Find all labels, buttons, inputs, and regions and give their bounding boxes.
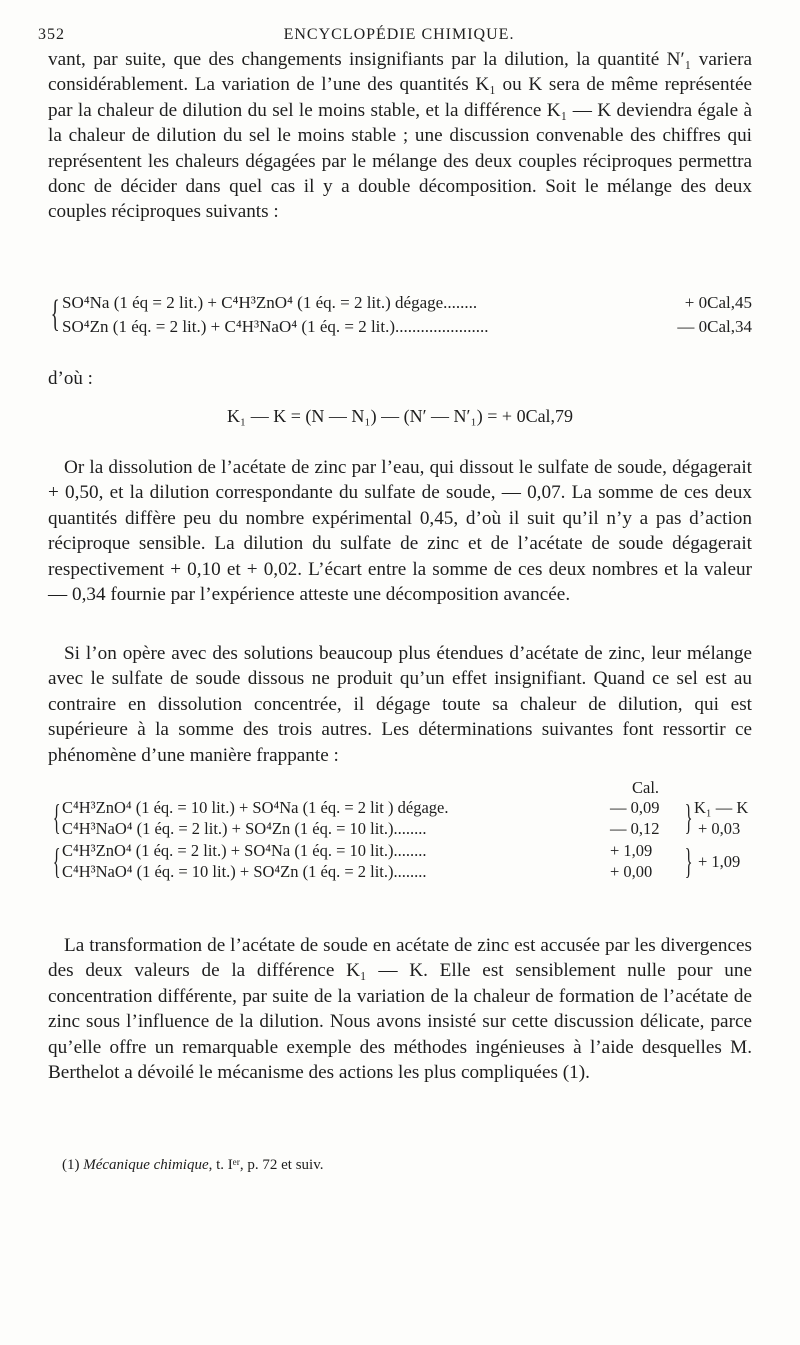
footnote-title: Mécanique chimique [83, 1157, 209, 1173]
row-text: C⁴H³ZnO⁴ (1 éq. = 10 lit.) + SO⁴Na (1 éq. = 2 lit ) dégage. [62, 798, 449, 817]
equation-line-2 [62, 317, 752, 339]
left-brace: { [52, 841, 61, 881]
row-text: C⁴H³ZnO⁴ (1 éq. = 2 lit.) + SO⁴Na (1 éq. = 10 lit.)........ [62, 841, 427, 860]
paragraph-1: vant, par suite, que des changements insignifiants par la dilution, la quantité N′₁ variera considérablement. La variation de l’une des quantités K₁ ou K sera de même représentée par la chaleur de dilution du sel le moins stable, et la différence K₁ — K deviendra égale à la chaleur de dilution du sel le moins stable ; une discussion convenable des chiffres qui représentent les chaleurs dégagées par le mélange des deux couples réciproques permettra donc de décider dans quel cas il y a double décomposition. Soit le mélange des deux couples réciproques suivants : [48, 49, 752, 223]
row-value: + 0,00 [610, 862, 653, 881]
row-value: — 0,12 [610, 819, 660, 838]
paragraph-2: Or la dissolution de l’acétate de zinc par l’eau, qui dissout le sulfate de soude, dégagerait + 0,50, et la dilution correspondante du sulfate de soude, — 0,07. La somme de ces deux quantités diffère peu du nombre expérimental 0,45, d’où il suit qu’il n’y a pas d’action réciproque sensible. La dilution du sulfate de zinc et de l’acétate de soude dégagerait respectivement + 0,10 et + 0,02. L’écart entre la somme de ces deux nombres et la valeur — 0,34 fournie par l’expérience atteste une décomposition avancée. [48, 457, 752, 606]
running-title: ENCYCLOPÉDIE CHIMIQUE. [283, 26, 515, 43]
equation-text: SO⁴Zn (1 éq. = 2 lit.) + C⁴H³NaO⁴ (1 éq. = 2 lit.)...................... [62, 317, 489, 336]
footnote-mark: (1) [62, 1157, 80, 1173]
difference-value: + 0,03 [698, 819, 741, 838]
equation-block-1 [48, 293, 752, 343]
running-header [38, 26, 760, 48]
difference-label: K₁ — K [694, 798, 749, 817]
equation-value: — 0Cal,34 [677, 317, 752, 336]
row-value: + 1,09 [610, 841, 653, 860]
row-text: C⁴H³NaO⁴ (1 éq. = 2 lit.) + SO⁴Zn (1 éq. = 10 lit.)........ [62, 819, 427, 838]
page-number: 352 [38, 26, 65, 43]
equation-line-1 [62, 293, 752, 315]
right-brace: } [684, 841, 693, 881]
paragraph-3: Si l’on opère avec des solutions beaucoup plus étendues d’acétate de zinc, leur mélange avec le sulfate de soude dissous ne produit qu’un effet insignifiant. Quand ce sel est au contraire en dissolution concentrée, il dégage toute sa chaleur de dilution, qui est supérieure à la somme des trois autres. Les déterminations suivantes font ressortir ce phénomène d’une manière frappante : [48, 643, 752, 766]
dou-label: d’où : [48, 368, 93, 389]
equation-2: K₁ — K = (N — N₁) — (N′ — N′₁) = + 0Cal,79 [226, 406, 574, 426]
equation-value: + 0Cal,45 [684, 293, 752, 312]
left-brace: { [50, 293, 60, 335]
measurements-table [48, 778, 770, 890]
footnote [62, 1157, 324, 1174]
footnote-rest: , t. Iᵉʳ, p. 72 et suiv. [208, 1157, 324, 1173]
left-brace: { [52, 797, 61, 837]
paragraph-4: La transformation de l’acétate de soude en acétate de zinc est accusée par les divergences des deux valeurs de la différence K₁ — K. Elle est sensiblement nulle pour une concentration différente, par suite de la variation de la chaleur de formation de l’acétate de zinc sous l’influence de la dilution. Nous avons insisté sur cette discussion délicate, parce qu’elle offre un remarquable exemple des méthodes ingénieuses à l’aide desquelles M. Berthelot a dévoilé le mécanisme des actions les plus compliquées (1). [48, 935, 752, 1084]
difference-value: + 1,09 [698, 852, 741, 871]
cal-header: Cal. [632, 778, 660, 797]
row-text: C⁴H³NaO⁴ (1 éq. = 10 lit.) + SO⁴Zn (1 éq. = 2 lit.)........ [62, 862, 427, 881]
equation-text: SO⁴Na (1 éq = 2 lit.) + C⁴H³ZnO⁴ (1 éq. = 2 lit.) dégage........ [62, 293, 478, 312]
row-value: — 0,09 [610, 798, 660, 817]
right-brace: } [684, 797, 693, 837]
